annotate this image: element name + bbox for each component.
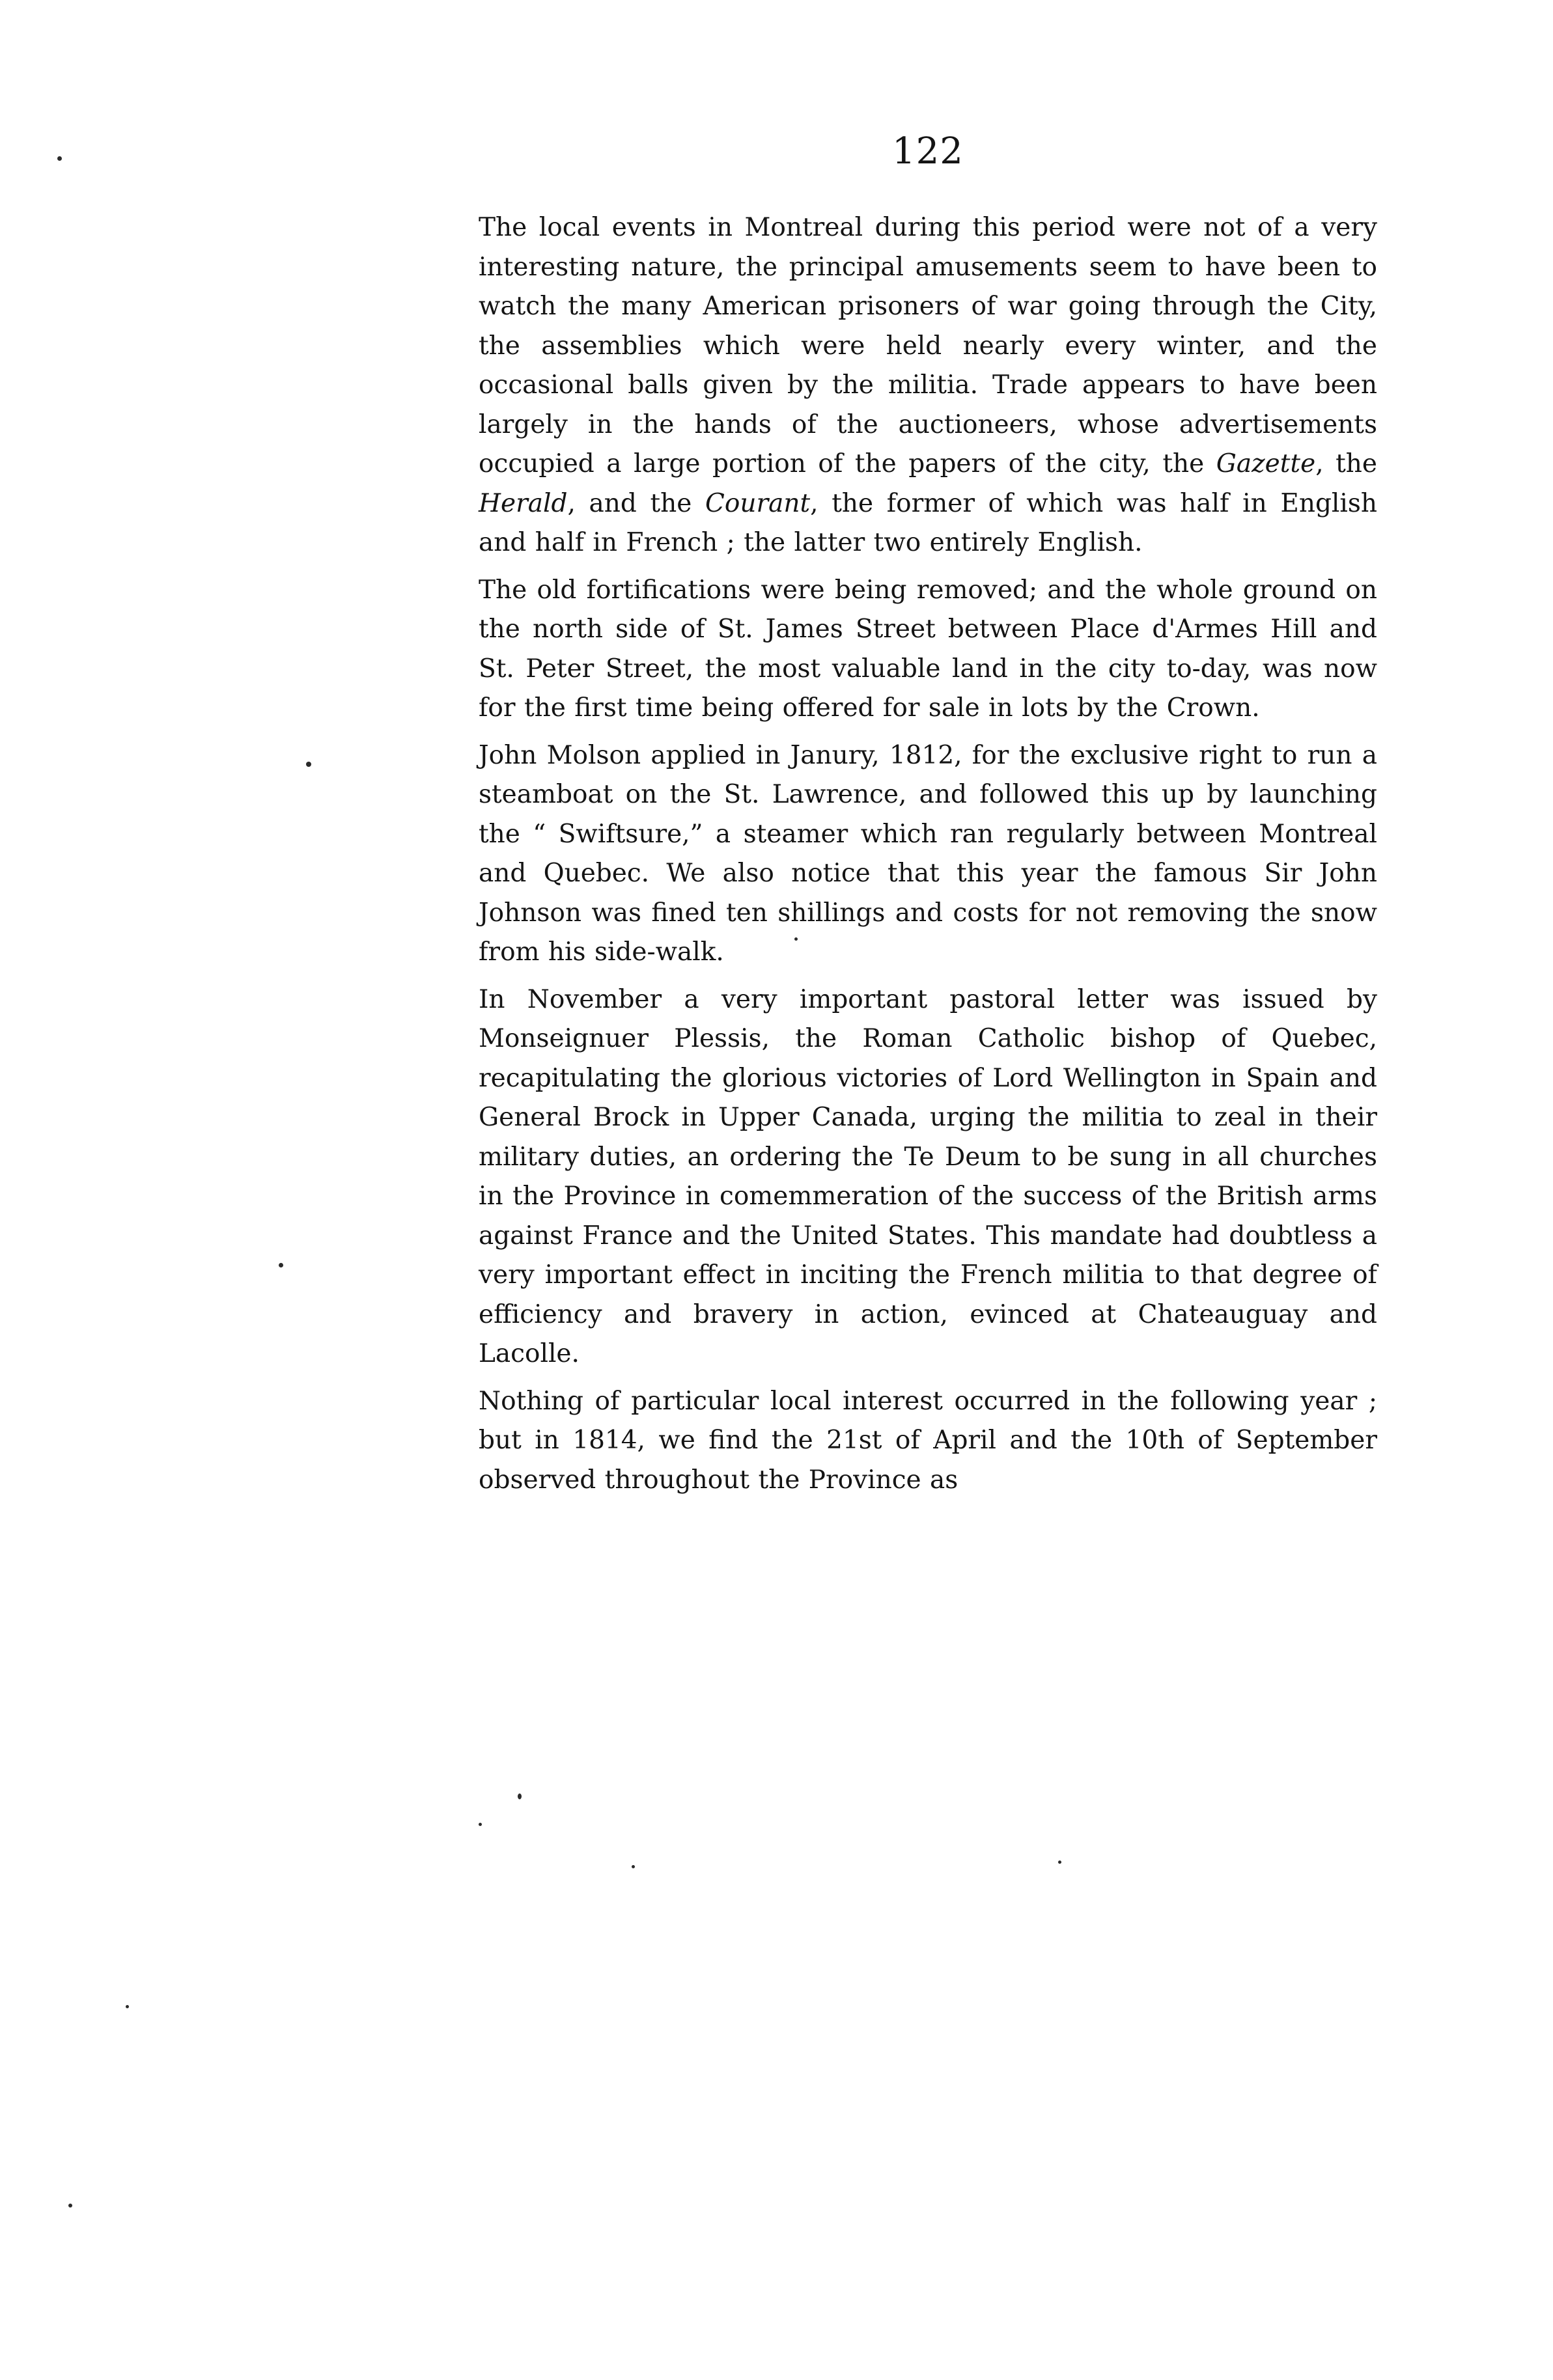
scan-speck: [479, 1823, 482, 1826]
paragraph-text: , the: [1315, 449, 1377, 478]
paragraph-text: , and the: [567, 488, 706, 518]
newspaper-title-gazette: Gazette: [1216, 449, 1316, 478]
scan-speck: [1058, 1861, 1061, 1864]
newspaper-title-courant: Courant: [705, 488, 811, 518]
paragraph-pastoral-letter: [479, 980, 1377, 1374]
body-text: [479, 208, 1377, 1508]
newspaper-title-herald: Herald: [479, 488, 568, 518]
scan-speck: [57, 156, 62, 161]
scan-speck: [68, 2204, 72, 2207]
paragraph-text: In November a very important pastoral letter was issued by Monseignuer Plessis, the Roman Catholic bishop of Quebec, recapitulating the glorious victories of Lord Wellington in Spain and General Brock in Upper Canada, urging the militia to zeal in their military duties, an ordering the Te Deum to be sung in all churches in the Province in comemmeration of the success of the British arms against France and the United States. This mandate had doubtless a very important effect in inciting the French militia to that degree of efficiency and bravery in action, evinced at Chateauguay and Lacolle.: [479, 984, 1377, 1368]
scan-speck: [632, 1865, 635, 1868]
paragraph-john-molson: [479, 736, 1377, 973]
scan-speck: [794, 937, 798, 941]
scan-speck: [279, 1263, 283, 1267]
paragraph-local-events: [479, 208, 1377, 563]
scan-speck: [306, 762, 311, 767]
paragraph-text: The local events in Montreal during this period were not of a very interesting nature, the principal amusements seem to have been to watch the many American prisoners of war going through the City, the assemblies which were held nearly every winter, and the occasional balls given by the militia. Trade appears to have been largely in the hands of the auctioneers, whose advertisements occupied a large portion of the papers of the city, the: [479, 213, 1377, 478]
paragraph-text: John Molson applied in Janury, 1812, for the exclusive right to run a steamboat on the St. Lawrence, and followed this up by launching the “ Swiftsure,” a steamer which ran regularly between Montreal and Quebec. We also notice that this year the famous Sir John Johnson was fined ten shillings and costs for not removing the snow from his side-walk.: [479, 740, 1377, 967]
scan-speck: [518, 1793, 522, 1799]
paragraph-text: , the former of which was half in English and half in French ; the latter two entirely English.: [479, 488, 1377, 557]
paragraph-following-year: [479, 1382, 1377, 1501]
paragraph-fortifications: [479, 571, 1377, 728]
paragraph-text: Nothing of particular local interest occurred in the following year ; but in 1814, we find the 21st of April and the 10th of September observed throughout the Province as: [479, 1386, 1377, 1495]
paragraph-text: The old fortifications were being removed; and the whole ground on the north side of St. James Street between Place d'Armes Hill and St. Peter Street, the most valuable land in the city to-day, was now for the first time being offered for sale in lots by the Crown.: [479, 575, 1377, 723]
scan-speck: [126, 2005, 129, 2008]
page-number: 122: [892, 130, 964, 173]
